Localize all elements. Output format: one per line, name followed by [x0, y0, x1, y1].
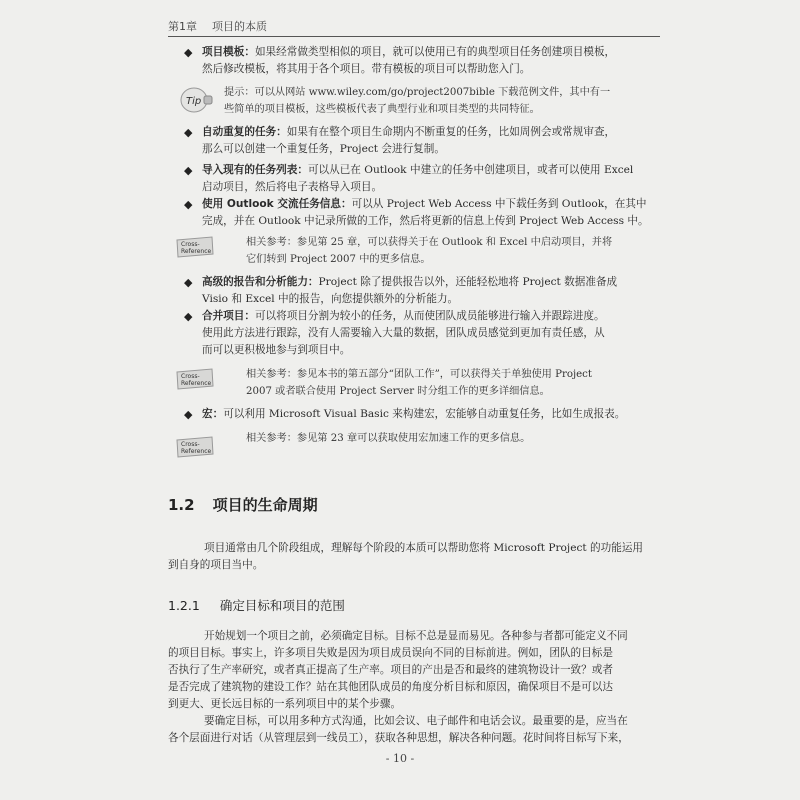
tip-line: 提示：可以从网站 www.wiley.com/go/project2007bible 下载范例文件，其中有一: [224, 87, 611, 98]
xref-line: 2007 或者联合使用 Project Server 时分组工作的更多详细信息。: [246, 386, 550, 397]
cross-reference-note: [246, 430, 658, 447]
paragraph-line: 项目通常由几个阶段组成，理解每个阶段的本质可以帮助您将 Microsoft Project 的功能运用: [204, 542, 644, 554]
bullet-diamond-icon: ◆: [184, 126, 193, 139]
paragraph-line: 要确定目标，可以用多种方式沟通，比如会议、电子邮件和电话会议。最重要的是，应当在: [204, 715, 628, 727]
section-intro-paragraph: [204, 540, 660, 557]
cross-reference-icon: [176, 436, 214, 456]
paragraph-line: 各个层面进行对话（从管理层到一线员工），获取各种思想，解决各种问题。花时间将目标写下来，: [168, 732, 629, 744]
subsection-number: 1.2.1: [168, 598, 200, 613]
bullet-label: 使用 Outlook 交流任务信息：: [202, 198, 352, 210]
tip-note: [224, 84, 658, 118]
paragraph-line: 开始规划一个项目之前，必须确定目标。目标不总是显而易见。各种参与者都可能定义不同: [204, 630, 628, 642]
section-number: 1.2: [168, 496, 195, 514]
bullet-text-line: 然后修改模板，将其用于各个项目。带有模板的项目可以帮助您入门。: [202, 63, 531, 75]
paragraph-line: 是否完成了建筑物的建设工作？站在其他团队成员的角度分析目标和原因，确保项目不是可以达: [168, 681, 613, 693]
bullet-text-line: 可以利用 Microsoft Visual Basic 来构建宏，宏能够自动重复任务，比如生成报表。: [223, 408, 626, 420]
xref-icon-label: Cross-: [181, 241, 200, 248]
page-number: - 10 -: [385, 752, 415, 765]
bullet-label: 项目模板：: [202, 46, 255, 58]
bullet-text-line: 使用此方法进行跟踪，没有人需要输入大量的数据，团队成员感觉到更加有责任感，从: [202, 327, 605, 339]
bullet-diamond-icon: ◆: [184, 198, 193, 211]
paragraph-line: 的项目目标。事实上，许多项目失败是因为项目成员误向不同的目标前进。例如，团队的目标是: [168, 647, 613, 659]
bullet-label: 合并项目：: [202, 310, 255, 322]
bullet-text-line: 而可以更积极地参与到项目中。: [202, 344, 351, 356]
bullet-merge-projects: [184, 308, 658, 359]
bullet-text-line: 如果经常做类型相似的项目，就可以使用已有的典型项目任务创建项目模板，: [254, 46, 616, 58]
bullet-text-line: 可以从 Project Web Access 中下载任务到 Outlook，在其中: [351, 198, 647, 210]
xref-icon-label: Cross-: [181, 441, 200, 448]
bullet-text-line: Project 除了提供报告以外，还能轻松地将 Project 数据准备成: [318, 276, 618, 288]
cross-reference-icon: [176, 236, 214, 256]
section-heading: [168, 494, 318, 515]
bullet-outlook-tasks: [184, 196, 658, 230]
xref-line: 它们转到 Project 2007 中的更多信息。: [246, 254, 431, 265]
bullet-label: 导入现有的任务列表：: [202, 164, 308, 176]
bullet-label: 宏：: [202, 408, 224, 420]
bullet-text-line: 完成，并在 Outlook 中记录所做的工作，然后将更新的信息上传到 Project Web Access 中。: [202, 215, 649, 227]
bullet-text-line: 启动项目，然后将电子表格导入项目。: [202, 181, 383, 193]
bullet-text-line: 可以从已在 Outlook 中建立的任务中创建项目，或者可以使用 Excel: [307, 164, 634, 176]
bullet-label: 高级的报告和分析能力：: [202, 276, 319, 288]
running-header: [168, 14, 660, 37]
xref-icon-label: Reference: [181, 380, 212, 387]
chapter-label: 第1章: [168, 20, 197, 33]
bullet-macros: [184, 406, 658, 423]
bullet-diamond-icon: ◆: [184, 310, 193, 323]
bullet-text-line: 那么可以创建一个重复任务，Project 会进行复制。: [202, 143, 445, 155]
cross-reference-note: [246, 366, 658, 400]
bullet-diamond-icon: ◆: [184, 164, 193, 177]
xref-line: 相关参考：参见第 25 章，可以获得关于在 Outlook 和 Excel 中启动项目，并将: [246, 237, 613, 248]
bullet-template: [184, 44, 658, 78]
tip-line: 些简单的项目模板，这些模板代表了典型行业和项目类型的共同特征。: [224, 104, 540, 115]
xref-line: 相关参考：参见本书的第五部分“团队工作”，可以获得关于单独使用 Project: [246, 369, 592, 380]
subsection-heading: [168, 596, 345, 614]
xref-icon-label: Reference: [181, 248, 212, 255]
bullet-reporting: [184, 274, 658, 308]
cross-reference-note: [246, 234, 658, 268]
bullet-recurring-tasks: [184, 124, 658, 158]
xref-icon-label: Cross-: [181, 373, 200, 380]
body-paragraph: [168, 645, 658, 713]
paragraph-line: 否执行了生产率研究，或者真正提高了生产率。项目的产出是否和最终的建筑物设计一致？或者: [168, 664, 613, 676]
bullet-label: 自动重复的任务：: [202, 126, 287, 138]
xref-line: 相关参考：参见第 23 章可以获取使用宏加速工作的更多信息。: [246, 433, 531, 444]
subsection-title: 确定目标和项目的范围: [219, 598, 345, 613]
bullet-diamond-icon: ◆: [184, 276, 193, 289]
bullet-text-line: Visio 和 Excel 中的报告，向您提供额外的分析能力。: [202, 293, 459, 305]
section-title: 项目的生命周期: [212, 496, 318, 514]
tip-icon-label: Tip: [186, 96, 202, 107]
tip-lightbulb-icon: [176, 84, 216, 118]
bullet-text-line: 如果有在整个项目生命期内不断重复的任务，比如周例会或常规审查，: [286, 126, 616, 138]
bullet-diamond-icon: ◆: [184, 408, 193, 421]
chapter-title: 项目的本质: [212, 20, 267, 33]
body-paragraph-2-first-line: [204, 713, 660, 730]
bullet-import-tasks: [184, 162, 658, 196]
bullet-diamond-icon: ◆: [184, 46, 193, 59]
section-intro-paragraph-cont: [168, 557, 658, 574]
paragraph-line: 到自身的项目当中。: [168, 559, 264, 571]
bullet-text-line: 可以将项目分割为较小的任务，从而使团队成员能够进行输入并跟踪进度。: [254, 310, 605, 322]
cross-reference-icon: [176, 368, 214, 388]
body-paragraph-2: [168, 730, 658, 747]
paragraph-line: 到更大、更长远目标的一系列项目中的某个步骤。: [168, 698, 402, 710]
body-paragraph-first-line: [204, 628, 660, 645]
xref-icon-label: Reference: [181, 448, 212, 455]
